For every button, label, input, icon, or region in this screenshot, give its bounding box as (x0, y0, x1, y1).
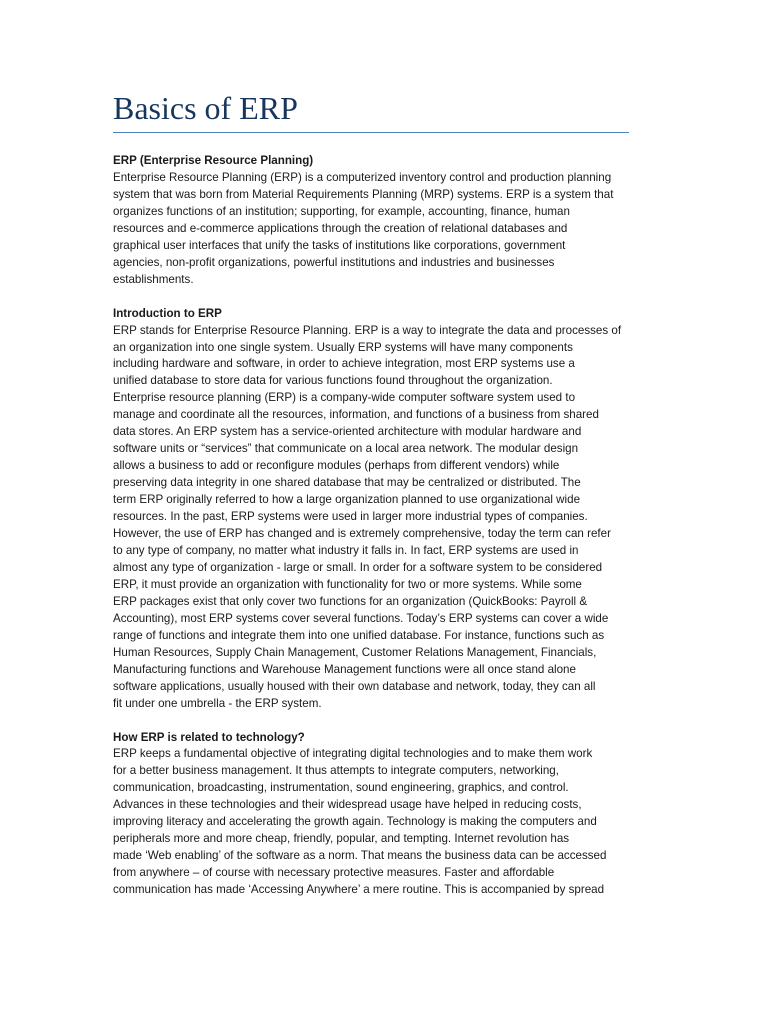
paragraph-line: However, the use of ERP has changed and is extremely comprehensive, today the term can refer (113, 527, 611, 541)
paragraph-line: communication, broadcasting, instrumentation, sound engineering, graphics, and control. (113, 781, 569, 795)
paragraph-line: allows a business to add or reconfigure modules (perhaps from different vendors) while (113, 459, 560, 473)
paragraph-line: improving literacy and accelerating the growth again. Technology is making the computers and (113, 815, 597, 829)
paragraph-line: to any type of company, no matter what industry it falls in. In fact, ERP systems are used in (113, 543, 579, 557)
paragraph-line: Human Resources, Supply Chain Management, Customer Relations Management, Financials, (113, 645, 597, 659)
section-heading: How ERP is related to technology? (113, 730, 305, 744)
paragraph-line: preserving data integrity in one shared database that may be centralized or distributed. The (113, 476, 581, 490)
paragraph-line: ERP, it must provide an organization with functionality for two or more systems. While some (113, 577, 582, 591)
paragraph-line: resources. In the past, ERP systems were used in larger more industrial types of companies. (113, 510, 588, 524)
document-body (113, 153, 643, 916)
section-heading: ERP (Enterprise Resource Planning) (113, 154, 314, 167)
paragraph-line: system that was born from Material Requirements Planning (MRP) systems. ERP is a system that (113, 187, 614, 201)
paragraph-line: establishments. (113, 272, 194, 286)
paragraph-line: Advances in these technologies and their widespread usage have helped in reducing costs, (113, 798, 582, 812)
paragraph-line: software applications, usually housed with their own database and network, today, they can all (113, 679, 596, 693)
paragraph-line: fit under one umbrella - the ERP system. (113, 696, 322, 710)
paragraph-line: Manufacturing functions and Warehouse Management functions were all once stand alone (113, 662, 576, 676)
section-erp-technology (113, 730, 643, 900)
paragraph-line: unified database to store data for various functions found throughout the organization. (113, 374, 553, 388)
title-underline-divider (113, 132, 629, 133)
paragraph-line: ERP packages exist that only cover two functions for an organization (QuickBooks: Payroll & (113, 594, 588, 608)
paragraph-line: communication has made ‘Accessing Anywhere’ a mere routine. This is accompanied by spread (113, 883, 605, 897)
paragraph-line: organizes functions of an institution; supporting, for example, accounting, finance, human (113, 204, 570, 218)
paragraph-line: range of functions and integrate them into one unified database. For instance, functions such as (113, 628, 605, 642)
paragraph-line: data stores. An ERP system has a service-oriented architecture with modular hardware and (113, 425, 582, 439)
paragraph-line: Enterprise resource planning (ERP) is a company-wide computer software system used to (113, 391, 576, 405)
paragraph-line: agencies, non-profit organizations, powerful institutions and industries and businesses (113, 255, 555, 269)
paragraph-line: resources and e-commerce applications through the creation of relational databases and (113, 221, 568, 235)
paragraph-line: term ERP originally referred to how a large organization planned to use organizational wide (113, 493, 581, 507)
paragraph-line: made ‘Web enabling’ of the software as a norm. That means the business data can be accessed (113, 849, 607, 863)
section-heading: Introduction to ERP (113, 306, 222, 320)
paragraph-line: graphical user interfaces that unify the tasks of institutions like corporations, government (113, 238, 566, 252)
section-erp-definition (113, 153, 643, 289)
paragraph-line: an organization into one single system. Usually ERP systems will have many components (113, 340, 573, 354)
paragraph-line: almost any type of organization - large or small. In order for a software system to be considered (113, 560, 603, 574)
paragraph-line: including hardware and software, in order to achieve integration, most ERP systems use a (113, 357, 575, 371)
section-introduction (113, 306, 643, 713)
paragraph-line: software units or “services” that communicate on a local area network. The modular design (113, 442, 579, 456)
paragraph-line: ERP keeps a fundamental objective of integrating digital technologies and to make them work (113, 747, 593, 761)
paragraph-line: peripherals more and more cheap, friendly, popular, and tempting. Internet revolution has (113, 832, 570, 846)
page-title: Basics of ERP (113, 90, 298, 126)
paragraph-line: from anywhere – of course with necessary protective measures. Faster and affordable (113, 866, 555, 880)
paragraph-line: Accounting), most ERP systems cover several functions. Today’s ERP systems can cover a wide (113, 611, 609, 625)
paragraph-line: Enterprise Resource Planning (ERP) is a computerized inventory control and production planning (113, 170, 612, 184)
paragraph-line: manage and coordinate all the resources, information, and functions of a business from shared (113, 408, 599, 422)
paragraph-line: for a better business management. It thus attempts to integrate computers, networking, (113, 764, 559, 778)
paragraph-line: ERP stands for Enterprise Resource Planning. ERP is a way to integrate the data and processes of (113, 323, 622, 337)
